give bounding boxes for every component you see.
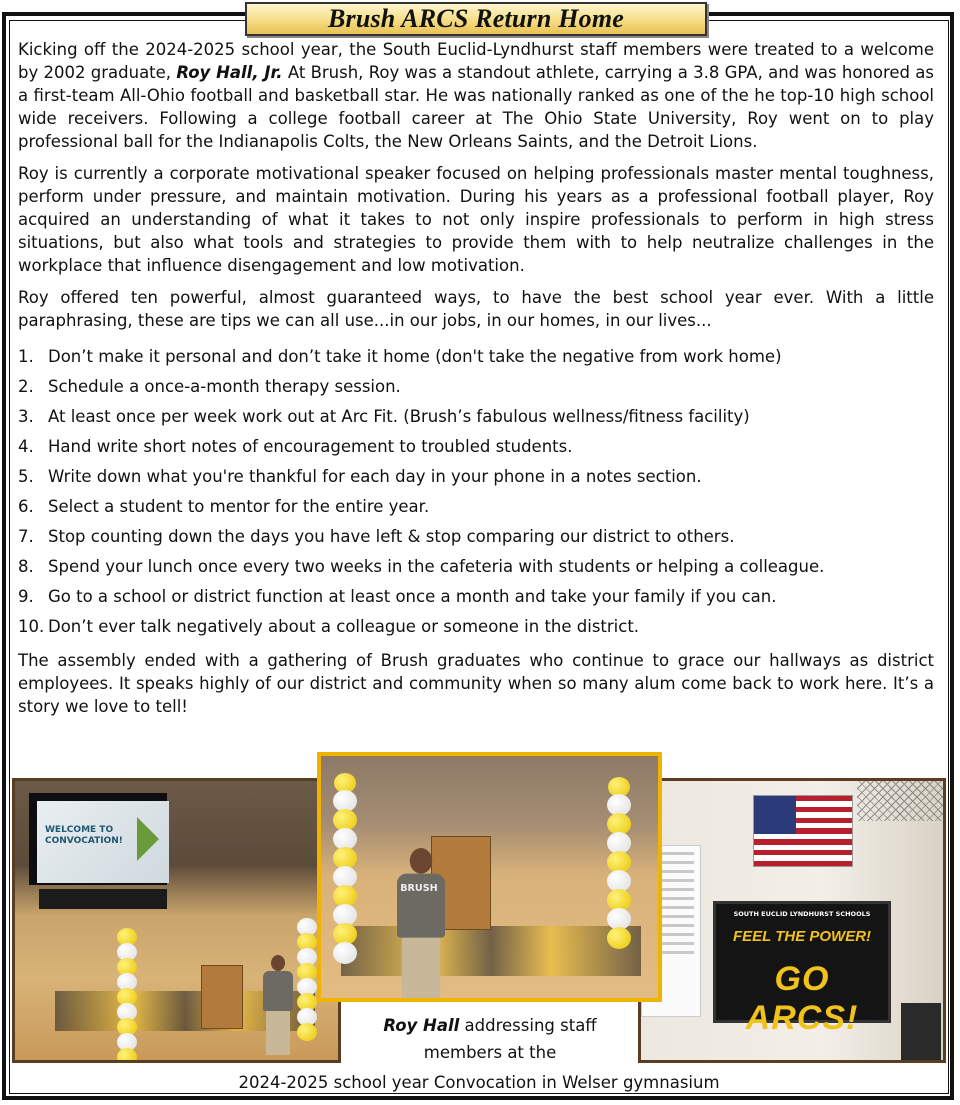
intro-text: Kicking off the 2024-2025 school year, the South Euclid-Lyndhurst staff members were treated to a welcome by 2002 graduate, <box>18 40 934 82</box>
list-text: Spend your lunch once every two weeks in the cafeteria with students or helping a colleague. <box>48 556 825 576</box>
list-text: Stop counting down the days you have left & stop comparing our district to others. <box>48 526 735 546</box>
article-body <box>18 38 934 727</box>
speaker-figure <box>397 848 445 1002</box>
list-number: 4. <box>18 436 34 456</box>
title-banner <box>245 2 707 36</box>
list-number: 6. <box>18 496 34 516</box>
photo-gym-wide <box>12 778 341 1063</box>
sign-slogan: FEEL THE POWER! <box>732 928 872 945</box>
list-number: 9. <box>18 586 34 606</box>
intro-text-rest: At Brush, Roy was a standout athlete, carrying a 3.8 GPA, and was honored as a first-team All-Ohio football and basketball star. He was nationally ranked as one of the he top-10 high school wide receivers. Following a college football career at The Ohio State University, Roy went on to play professional ball for the Indianapolis Colts, the New Orleans Saints, and the Detroit Lions. <box>18 63 934 151</box>
list-text: Don’t make it personal and don’t take it home (don't take the negative from work home) <box>48 346 782 366</box>
list-text: Schedule a once-a-month therapy session. <box>48 376 401 396</box>
list-text: At least once per week work out at Arc Fit. (Brush’s fabulous wellness/fitness facility) <box>48 406 750 426</box>
list-item <box>18 341 934 371</box>
list-item <box>18 611 934 641</box>
list-item <box>18 461 934 491</box>
welcome-slide <box>37 801 169 883</box>
caption-name: Roy Hall <box>383 1016 460 1035</box>
caption-text: addressing staff members at the <box>423 1016 597 1062</box>
list-number: 5. <box>18 466 34 486</box>
american-flag <box>753 795 853 867</box>
sign-district: SOUTH EUCLID LYNDHURST SCHOOLS <box>733 910 871 918</box>
list-number: 10. <box>18 616 45 636</box>
list-text: Go to a school or district function at least once a month and take your family if you can. <box>48 586 777 606</box>
sign-go-arcs: GO ARCS! <box>745 960 859 1037</box>
tips-intro-paragraph: Roy offered ten powerful, almost guaranteed ways, to have the best school year ever. With a little paraphrasing, these are tips we can all use...in our jobs, in our homes, in our lives... <box>18 288 934 330</box>
photo-gym-wall <box>638 778 946 1063</box>
speaker-name: Roy Hall, Jr. <box>176 63 283 82</box>
list-text: Select a student to mentor for the entire year. <box>48 496 430 516</box>
bio-paragraph: Roy is currently a corporate motivational speaker focused on helping professionals master mental toughness, perform under pressure, and maintain motivation. During his years as a professional football player, Roy acquired an understanding of what it takes to not only inspire professionals to perform in high stress situations, but also what tools and strategies to provide them with to help neutralize challenges in the workplace that influence disengagement and low motivation. <box>18 164 934 275</box>
tips-list <box>18 341 934 641</box>
list-item <box>18 431 934 461</box>
podium <box>201 965 243 1029</box>
feel-the-power-sign <box>713 901 891 1037</box>
list-number: 2. <box>18 376 34 396</box>
photo-caption <box>342 1012 638 1066</box>
photo-caption-line2: 2024-2025 school year Convocation in Welser gymnasium <box>238 1073 720 1092</box>
logo-arrow-icon <box>137 817 159 861</box>
banner-strip <box>901 1003 941 1063</box>
slide-text: WELCOME TO CONVOCATION! <box>45 825 123 846</box>
closing-paragraph: The assembly ended with a gathering of Brush graduates who continue to grace our hallways as district employees. It speaks highly of our district and community when so many alum come back to work here. It’s a story we love to tell! <box>18 651 934 716</box>
list-text: Write down what you're thankful for each day in your phone in a notes section. <box>48 466 702 486</box>
floor-logo <box>341 926 641 976</box>
list-item <box>18 521 934 551</box>
list-text: Don’t ever talk negatively about a colleague or someone in the district. <box>48 616 640 636</box>
intro-paragraph <box>18 38 934 153</box>
photo-speaker-closeup <box>317 752 662 1002</box>
list-item <box>18 551 934 581</box>
list-number: 7. <box>18 526 34 546</box>
list-item <box>18 491 934 521</box>
list-number: 8. <box>18 556 34 576</box>
list-item <box>18 371 934 401</box>
page-title: Brush ARCS Return Home <box>327 4 625 33</box>
basketball-net <box>857 781 943 821</box>
list-number: 1. <box>18 346 34 366</box>
list-text: Hand write short notes of encouragement to troubled students. <box>48 436 573 456</box>
list-number: 3. <box>18 406 34 426</box>
balloon-column <box>107 931 147 1063</box>
balloon-column <box>325 776 365 964</box>
screen-stand <box>39 889 167 909</box>
list-item <box>18 401 934 431</box>
balloon-column <box>599 780 639 949</box>
shirt-text: BRUSH <box>400 883 438 895</box>
list-item <box>18 581 934 611</box>
